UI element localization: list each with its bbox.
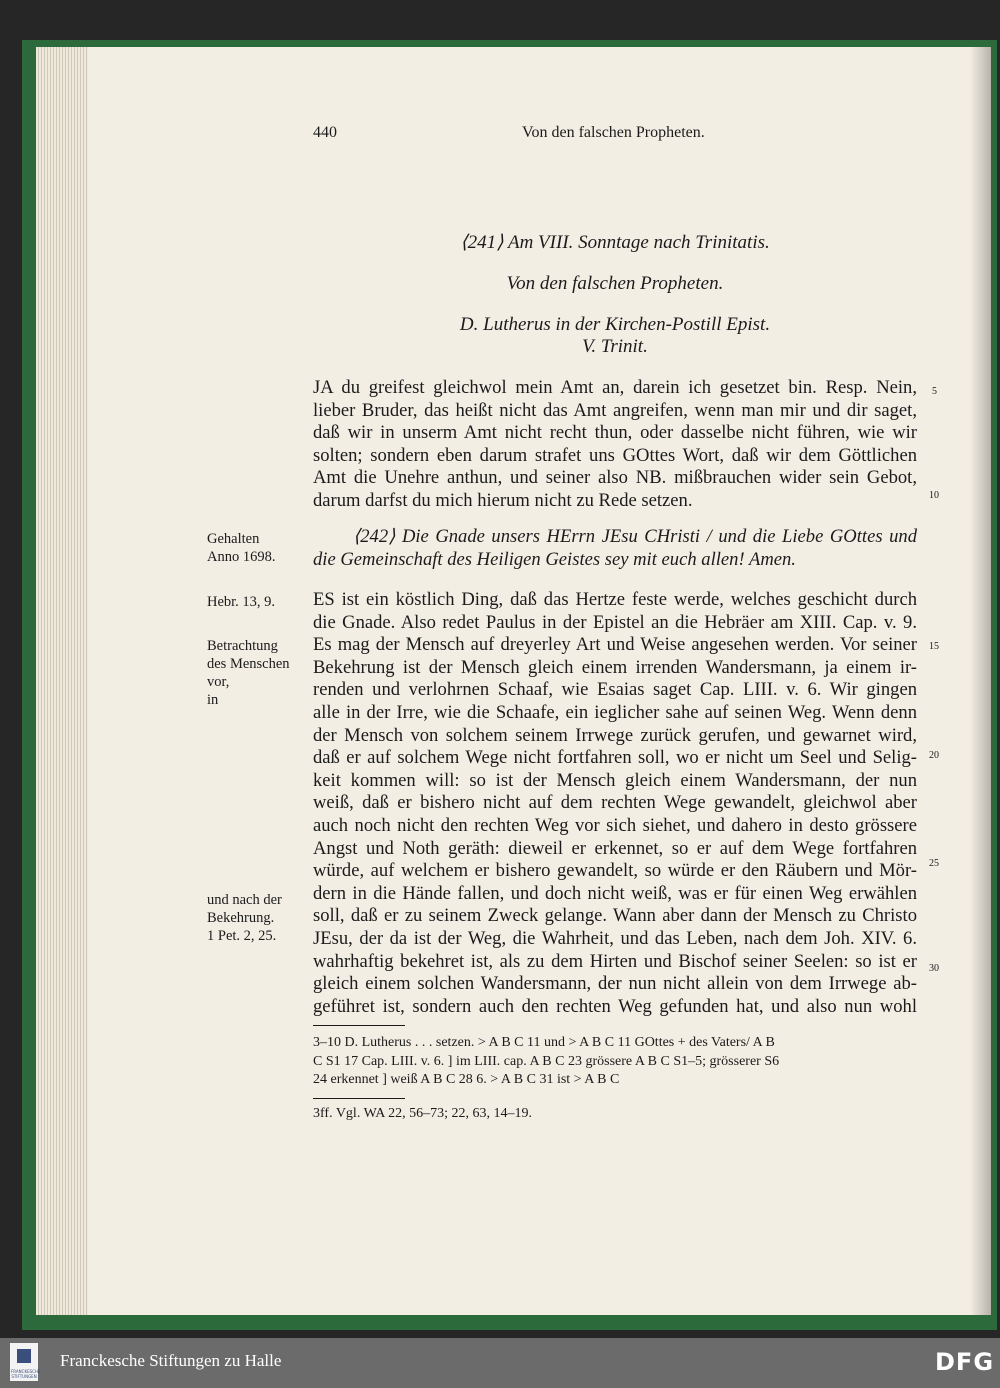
margin-line: Anno 1698.: [207, 549, 276, 565]
salutation: [313, 526, 917, 571]
text-line: auch noch nicht den rechten Weg vor sich siehet, und dahero in desto grössere: [313, 814, 917, 836]
line-number: 5: [932, 386, 937, 397]
text-line: Amt die Unehre anthun, und seiner also NB. mißbrauchen wider sein Gebot,: [313, 467, 917, 489]
section-source-cont: V. Trinit.: [582, 336, 648, 357]
text-line: dern in die Hände fallen, und doch nicht weiß, was er für einen Weg erwählen: [313, 882, 917, 904]
text-line: wahrhaftig bekehret ist, als zu dem Hirten und Bischof seiner Seelen: so ist er: [313, 950, 917, 972]
margin-line: in: [207, 692, 219, 708]
logo-text: FRANCKESCHE STIFTUNGEN: [11, 1369, 41, 1379]
margin-note-nach: [207, 891, 282, 945]
text-line: lieber Bruder, das heißt nicht das Amt angreifen, wenn man mir und dir saget,: [313, 399, 917, 421]
margin-line: des Menschen: [207, 656, 290, 672]
margin-line: Gehalten: [207, 531, 260, 547]
text-line: würde, auf welchem er bishero gewandelt, so würde er den Räubern und Mör-: [313, 860, 917, 882]
dfg-logo[interactable]: DFG: [935, 1348, 995, 1376]
line-number: 20: [929, 750, 939, 761]
apparatus-line: 24 erkennet ] weiß A B C 28 6. > A B C 31 ist > A B C: [313, 1072, 620, 1087]
text-line: JEsu, der da ist der Weg, die Wahrheit, und das Leben, nach dem Joh. XIV. 6.: [313, 927, 917, 949]
text-line: renden und verlohrnen Schaaf, wie Esaias saget Cap. LIII. v. 6. Wir gingen: [313, 679, 917, 701]
line-number: 10: [929, 490, 939, 501]
franckesche-logo-icon[interactable]: [10, 1343, 41, 1381]
text-line: daß er auf solchem Wege nicht fortfahren soll, wo er nicht um Seel und Selig-: [313, 747, 917, 769]
commentary: [313, 1105, 532, 1124]
margin-note-betrachtung: [207, 637, 290, 709]
text-line: der Mensch von solchem seinem Irrwege zurück gerufen, und gewarnet wird,: [313, 724, 917, 746]
margin-line: 1 Pet. 2, 25.: [207, 928, 277, 944]
house-icon: [17, 1349, 31, 1363]
page-gutter-shadow: [970, 47, 991, 1315]
margin-note-gehalten: [207, 530, 275, 566]
text-line: geführet ist, sondern auch den rechten Weg gefunden hat, und also nun wohl: [313, 995, 917, 1017]
text-line: ⟨242⟩ Die Gnade unsers HErrn JEsu CHristi / und die Liebe GOttes und: [353, 526, 917, 547]
paragraph-1: [313, 377, 917, 513]
page-number: 440: [313, 124, 337, 141]
text-line: gleich einem solchen Wandersmann, der nun nicht allein von dem Irrwege ab-: [313, 973, 917, 995]
running-title: Von den falschen Propheten.: [522, 124, 705, 141]
margin-line: und nach der: [207, 892, 282, 908]
margin-line: Bekehrung.: [207, 910, 275, 926]
text-line: keit kommen will: so ist der Mensch gleich einem Wandersmann, der nun: [313, 769, 917, 791]
text-line: Angst und Noth geräth: dieweil er erkennet, so er auf dem Wege fortfahren: [313, 837, 917, 859]
line-number: 25: [929, 858, 939, 869]
critical-apparatus: [313, 1034, 779, 1090]
line-number: 15: [929, 641, 939, 652]
text-line: alle in der Irre, wie die Schaafe, ein ieglicher sahe auf seinen Weg. Wenn denn: [313, 701, 917, 723]
text-line: die Gemeinschaft des Heiligen Geistes sey mit euch allen! Amen.: [313, 548, 796, 570]
commentary-line: 3ff. Vgl. WA 22, 56–73; 22, 63, 14–19.: [313, 1106, 532, 1121]
text-line: daß wir in unserm Amt nicht recht thun, oder dasselbe nicht führen, wie wir: [313, 422, 917, 444]
institution-link[interactable]: Franckesche Stiftungen zu Halle: [60, 1351, 282, 1370]
margin-note-hebr: [207, 593, 275, 611]
margin-line: Betrachtung: [207, 638, 278, 654]
paragraph-2: [313, 589, 917, 1018]
section-heading: ⟨241⟩ Am VIII. Sonntage nach Trinitatis.: [460, 232, 770, 253]
apparatus-line: 3–10 D. Lutherus . . . setzen. > A B C 11 und > A B C 11 GOttes + des Vaters/ A B: [313, 1035, 775, 1050]
text-line: weiß, daß er bishero nicht auf dem rechten Wege gewandelt, gleichwol aber: [313, 792, 917, 814]
text-line: solten; sondern eben darum strafet uns GOttes Wort, daß wir dem Göttlichen: [313, 444, 917, 466]
text-line: darum darfst du mich hierum nicht zu Rede setzen.: [313, 489, 693, 511]
text-line: soll, daß er zu seinem Zweck gelange. Wann aber dann der Mensch zu Christo: [313, 905, 917, 927]
section-source: D. Lutherus in der Kirchen-Postill Epist.: [459, 314, 771, 335]
margin-line: Hebr. 13, 9.: [207, 594, 276, 610]
apparatus-rule: [313, 1025, 405, 1026]
apparatus-line: C S1 17 Cap. LIII. v. 6. ] im LIII. cap. A B C 23 grössere A B C S1–5; grösserer S6: [313, 1053, 780, 1069]
section-subtitle: Von den falschen Propheten.: [506, 273, 724, 294]
text-line: die Gnade. Also redet Paulus in der Epistel an die Hebräer am XIII. Cap. v. 9.: [313, 611, 917, 633]
line-number: 30: [929, 963, 939, 974]
text-line: ES ist ein köstlich Ding, daß das Hertze feste werde, welches geschicht durch: [313, 589, 917, 610]
margin-line: vor,: [207, 674, 230, 690]
text-line: Es mag der Mensch auf dreyerley Art und Weise angesehen werden. Vor seiner: [313, 634, 917, 656]
commentary-rule: [313, 1098, 405, 1099]
text-line: JA du greifest gleichwol mein Amt an, darein ich gesetzet bin. Resp. Nein,: [313, 377, 917, 398]
text-line: Bekehrung ist der Mensch gleich einem irrenden Wandersmann, ja einem ir-: [313, 656, 917, 678]
